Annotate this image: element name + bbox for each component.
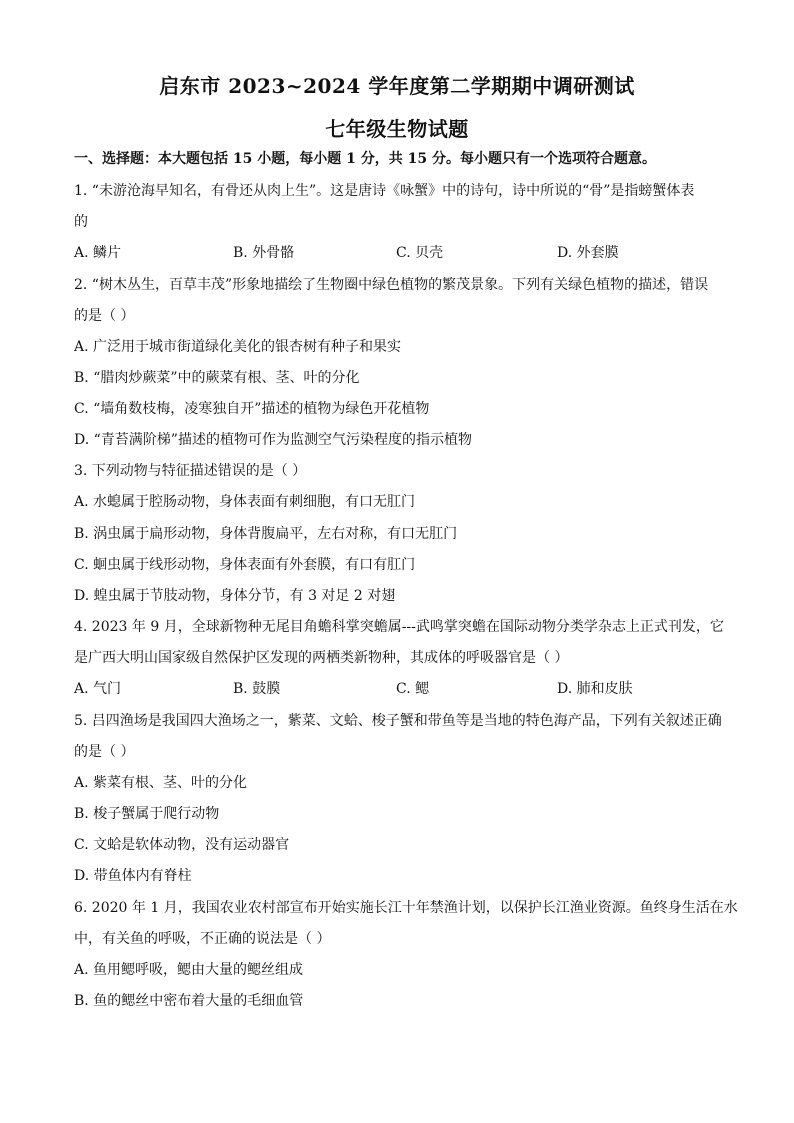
question-1-option-a: A. 鳞片 <box>74 245 122 261</box>
question-1-stem: 1. “未游沧海早知名，有骨还从肉上生”。这是唐诗《咏蟹》中的诗句，诗中所说的“骨”是指螃蟹体表 <box>74 183 695 199</box>
question-1-option-b: B. 外骨骼 <box>233 245 295 261</box>
question-6-stem: 6. 2020 年 1 月，我国农业农村部宣布开始实施长江十年禁渔计划，以保护长江渔业资源。鱼终身生活在水 <box>74 900 738 916</box>
question-3-option-c: C. 蛔虫属于线形动物，身体表面有外套膜，有口有肛门 <box>74 557 416 573</box>
question-4-option-c: C. 鳃 <box>396 681 430 697</box>
question-5-stem-cont: 的是（ ） <box>74 744 135 760</box>
question-6-option-a: A. 鱼用鳃呼吸，鳃由大量的鳃丝组成 <box>74 962 304 978</box>
question-5-option-d: D. 带鱼体内有脊柱 <box>74 868 192 884</box>
question-6-stem-cont: 中，有关鱼的呼吸，不正确的说法是（ ） <box>74 931 331 947</box>
question-4-stem: 4. 2023 年 9 月，全球新物种无尾目角蟾科掌突蟾属---武鸣掌突蟾在国际动物分类学杂志上正式刊发，它 <box>74 619 724 635</box>
question-5-option-a: A. 紫菜有根、茎、叶的分化 <box>74 775 248 791</box>
question-2-option-b: B. “腊肉炒蕨菜”中的蕨菜有根、茎、叶的分化 <box>74 370 360 386</box>
question-4-stem-cont: 是广西大明山国家级自然保护区发现的两栖类新物种，其成体的呼吸器官是（ ） <box>74 650 569 666</box>
question-3-option-a: A. 水螅属于腔肠动物，身体表面有刺细胞，有口无肛门 <box>74 494 416 510</box>
question-5-option-b: B. 梭子蟹属于爬行动物 <box>74 806 220 822</box>
question-1-option-c: C. 贝壳 <box>396 245 444 261</box>
question-5-option-c: C. 文蛤是软体动物，没有运动器官 <box>74 837 290 853</box>
question-4-option-a: A. 气门 <box>74 681 122 697</box>
question-6-option-b: B. 鱼的鳃丝中密布着大量的毛细血管 <box>74 993 304 1009</box>
question-1-stem-cont: 的 <box>74 214 88 230</box>
question-5-stem: 5. 吕四渔场是我国四大渔场之一，紫菜、文蛤、梭子蟹和带鱼等是当地的特色海产品，下列有关叙述正确 <box>74 713 722 729</box>
question-3-option-d: D. 蝗虫属于节肢动物，身体分节，有 3 对足 2 对翅 <box>74 588 396 604</box>
section-heading: 一、选择题：本大题包括 15 小题，每小题 1 分，共 15 分。每小题只有一个选项符合题意。 <box>74 151 656 167</box>
question-2-option-a: A. 广泛用于城市街道绿化美化的银杏树有种子和果实 <box>74 339 402 355</box>
question-4-option-b: B. 鼓膜 <box>233 681 281 697</box>
question-3-option-b: B. 涡虫属于扁形动物，身体背腹扁平，左右对称，有口无肛门 <box>74 526 458 542</box>
question-2-stem-cont: 的是（ ） <box>74 308 135 324</box>
exam-title: 启东市 2023~2024 学年度第二学期期中调研测试 <box>159 74 635 98</box>
question-1-option-d: D. 外套膜 <box>557 245 619 261</box>
question-3-stem: 3. 下列动物与特征描述错误的是（ ） <box>74 463 307 479</box>
question-2-option-d: D. “青苔满阶梯”描述的植物可作为监测空气污染程度的指示植物 <box>74 432 472 448</box>
question-2-option-c: C. “墙角数枝梅，凌寒独自开”描述的植物为绿色开花植物 <box>74 401 430 417</box>
question-4-option-d: D. 肺和皮肤 <box>557 681 633 697</box>
question-2-stem: 2. “树木丛生，百草丰茂”形象地描绘了生物圈中绿色植物的繁茂景象。下列有关绿色植物的描述，错误 <box>74 277 709 293</box>
exam-subtitle: 七年级生物试题 <box>325 117 469 141</box>
